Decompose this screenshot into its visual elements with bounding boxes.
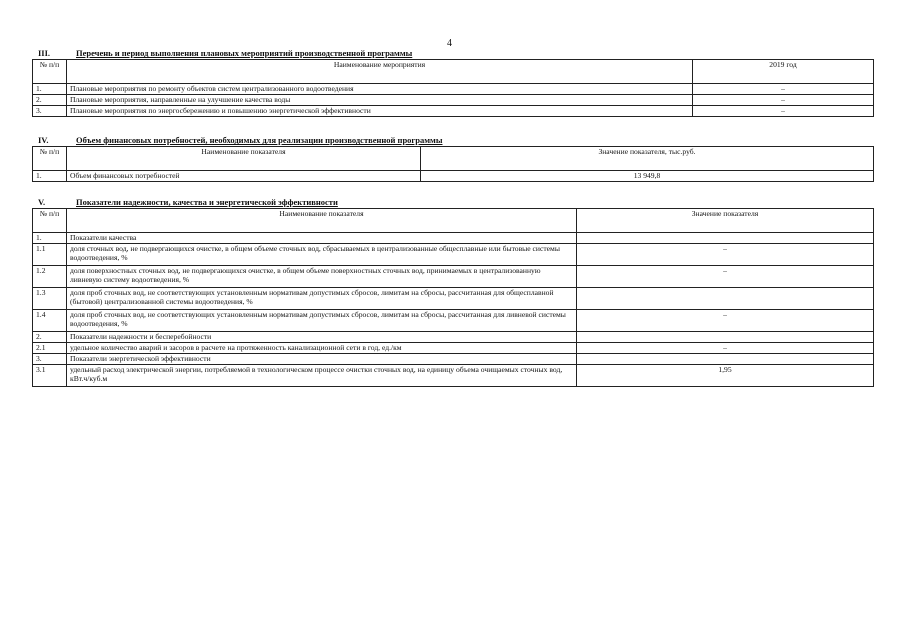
table-row: [33, 365, 874, 387]
row-value: 1,95: [577, 365, 874, 387]
section-4-number: IV.: [38, 135, 49, 145]
row-number: 1.: [33, 171, 67, 182]
section-4-heading: [32, 134, 873, 146]
table-row: [33, 106, 874, 117]
table-row: [33, 171, 874, 182]
row-name: доля поверхностных сточных вод, не подвергающихся очистке, в общем объеме поверхностных сточных вод, принимаемых в централизованную ливневую систему водоотведения, %: [67, 266, 577, 288]
row-name: Показатели энергетической эффективности: [67, 354, 577, 365]
row-name: Объем финансовых потребностей: [67, 171, 421, 182]
row-name: удельный расход электрической энергии, потребляемой в технологическом процессе очистки сточных вод, на единицу объема очищаемых сточных вод, кВт.ч/куб.м: [67, 365, 577, 387]
row-value: –: [577, 244, 874, 266]
row-name: Плановые мероприятия, направленные на улучшение качества воды: [67, 95, 693, 106]
section-5-table: [32, 208, 874, 387]
row-number: 1.1: [33, 244, 67, 266]
table-row: [33, 332, 874, 343]
header-value: Значение показателя: [577, 209, 874, 233]
section-5-title: Показатели надежности, качества и энергетической эффективности: [76, 197, 338, 207]
section-3-number: III.: [38, 48, 51, 58]
row-value: [577, 288, 874, 310]
row-number: 3.1: [33, 365, 67, 387]
table-row: [33, 244, 874, 266]
row-value: –: [577, 310, 874, 332]
table-row: [33, 354, 874, 365]
row-name: доля сточных вод, не подвергающихся очистке, в общем объеме сточных вод, сбрасываемых в централизованные общесплавные или бытовые системы водоотведения, %: [67, 244, 577, 266]
row-value: [577, 332, 874, 343]
section-3-table: [32, 59, 874, 117]
row-number: 2.: [33, 95, 67, 106]
table-row: [33, 310, 874, 332]
row-number: 3.: [33, 354, 67, 365]
row-value: –: [693, 95, 874, 106]
row-number: 1.: [33, 84, 67, 95]
row-name: удельное количество аварий и засоров в расчете на протяженность канализационной сети в год, ед./км: [67, 343, 577, 354]
row-number: 1.4: [33, 310, 67, 332]
header-value: Значение показателя, тыс.руб.: [421, 147, 874, 171]
row-value: [577, 233, 874, 244]
section-4-title: Объем финансовых потребностей, необходимых для реализации производственной программы: [76, 135, 443, 145]
row-value: –: [693, 84, 874, 95]
row-number: 2.1: [33, 343, 67, 354]
row-name: Показатели надежности и бесперебойности: [67, 332, 577, 343]
row-name: Показатели качества: [67, 233, 577, 244]
row-value: [577, 354, 874, 365]
table-row: [33, 95, 874, 106]
row-name: Плановые мероприятия по энергосбережению и повышению энергетической эффективности: [67, 106, 693, 117]
table-row: [33, 288, 874, 310]
row-value: 13 949,8: [421, 171, 874, 182]
row-name: доля проб сточных вод, не соответствующих установленным нормативам допустимых сбросов, лимитам на сбросы, рассчитанная для ливневой системы водоотведения, %: [67, 310, 577, 332]
header-number: № п/п: [33, 60, 67, 84]
section-5-heading: [32, 196, 873, 208]
section-5-number: V.: [38, 197, 46, 207]
row-value: –: [693, 106, 874, 117]
header-name: Наименование мероприятия: [67, 60, 693, 84]
row-number: 2.: [33, 332, 67, 343]
row-name: доля проб сточных вод, не соответствующих установленным нормативам допустимых сбросов, лимитам на сбросы, рассчитанная для общесплавной (бытовой) централизованной системы водоотведения, %: [67, 288, 577, 310]
table-row: [33, 343, 874, 354]
header-year: 2019 год: [693, 60, 874, 84]
row-value: –: [577, 343, 874, 354]
row-number: 1.2: [33, 266, 67, 288]
header-name: Наименование показателя: [67, 147, 421, 171]
header-number: № п/п: [33, 147, 67, 171]
page-number: 4: [447, 38, 452, 49]
header-number: № п/п: [33, 209, 67, 233]
section-4-table: [32, 146, 874, 182]
section-3-title: Перечень и период выполнения плановых мероприятий производственной программы: [76, 48, 413, 58]
section-3: [32, 47, 873, 117]
row-value: –: [577, 266, 874, 288]
row-name: Плановые мероприятия по ремонту объектов систем централизованного водоотведения: [67, 84, 693, 95]
row-number: 1.: [33, 233, 67, 244]
table-row: [33, 266, 874, 288]
section-3-heading: [32, 47, 873, 59]
row-number: 1.3: [33, 288, 67, 310]
table-header-row: [33, 60, 874, 84]
header-name: Наименование показателя: [67, 209, 577, 233]
table-header-row: [33, 147, 874, 171]
section-4: [32, 134, 873, 182]
row-number: 3.: [33, 106, 67, 117]
section-5: [32, 196, 873, 387]
table-row: [33, 233, 874, 244]
table-row: [33, 84, 874, 95]
table-header-row: [33, 209, 874, 233]
